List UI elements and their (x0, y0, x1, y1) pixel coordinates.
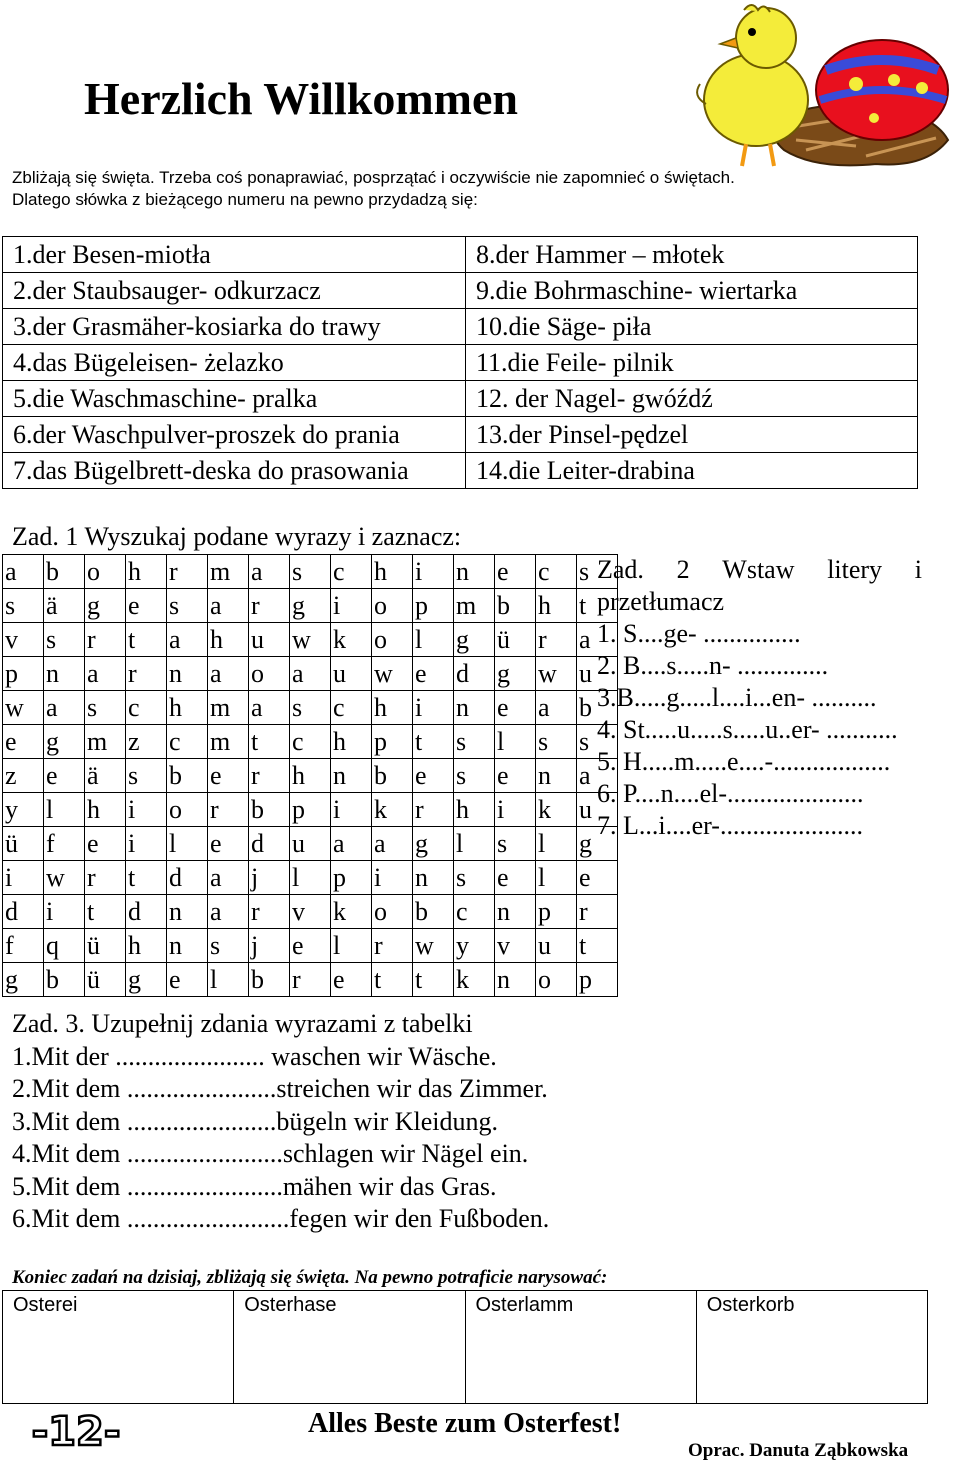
grid-cell[interactable]: h (126, 555, 167, 589)
grid-cell[interactable]: u (249, 623, 290, 657)
grid-cell[interactable]: m (208, 725, 249, 759)
drawing-table (2, 1290, 928, 1404)
grid-cell[interactable]: i (413, 691, 454, 725)
grid-row (3, 725, 618, 759)
drawing-cell[interactable]: Osterkorb (696, 1291, 927, 1404)
grid-cell[interactable]: r (290, 963, 331, 997)
vocabulary-row (3, 237, 918, 273)
grid-cell[interactable]: s (126, 759, 167, 793)
grid-cell[interactable]: r (372, 929, 413, 963)
grid-cell[interactable]: t (249, 725, 290, 759)
grid-cell[interactable]: i (372, 861, 413, 895)
vocabulary-row (3, 417, 918, 453)
grid-cell[interactable]: t (85, 895, 126, 929)
grid-cell[interactable]: a (167, 623, 208, 657)
grid-cell[interactable]: a (331, 827, 372, 861)
vocabulary-cell: 11.die Feile- pilnik (466, 345, 918, 381)
grid-cell[interactable]: s (167, 589, 208, 623)
exercise-2-item: 5. H.....m.....e....-.................. (597, 747, 891, 776)
grid-cell[interactable]: e (290, 929, 331, 963)
grid-cell[interactable]: h (167, 691, 208, 725)
grid-cell[interactable]: j (249, 861, 290, 895)
grid-cell[interactable]: p (290, 793, 331, 827)
exercise-3-item: 6.Mit dem .........................fegen wir den Fußboden. (12, 1204, 550, 1233)
grid-cell[interactable]: p (331, 861, 372, 895)
grid-cell[interactable]: t (413, 963, 454, 997)
grid-cell[interactable]: o (372, 895, 413, 929)
intro-text (12, 167, 735, 211)
grid-cell[interactable]: k (454, 963, 495, 997)
grid-cell[interactable]: n (454, 691, 495, 725)
grid-cell[interactable]: g (577, 827, 618, 861)
grid-cell[interactable]: g (126, 963, 167, 997)
intro-line: Dlatego słówka z bieżącego numeru na pewno przydadzą się: (12, 190, 478, 209)
grid-cell[interactable]: b (249, 793, 290, 827)
grid-cell[interactable]: s (290, 555, 331, 589)
grid-cell[interactable]: r (413, 793, 454, 827)
grid-row (3, 895, 618, 929)
grid-cell[interactable]: p (536, 895, 577, 929)
grid-cell[interactable]: l (536, 861, 577, 895)
grid-cell[interactable]: l (290, 861, 331, 895)
grid-cell[interactable]: e (208, 759, 249, 793)
grid-cell[interactable]: r (126, 657, 167, 691)
grid-cell[interactable]: b (372, 759, 413, 793)
grid-cell[interactable]: h (331, 725, 372, 759)
grid-cell[interactable]: e (413, 759, 454, 793)
grid-cell[interactable]: i (331, 589, 372, 623)
grid-cell[interactable]: i (495, 793, 536, 827)
grid-cell[interactable]: b (249, 963, 290, 997)
grid-cell[interactable]: w (372, 657, 413, 691)
grid-cell[interactable]: b (495, 589, 536, 623)
grid-cell[interactable]: t (372, 963, 413, 997)
grid-cell[interactable]: h (208, 623, 249, 657)
grid-cell[interactable]: n (495, 895, 536, 929)
grid-cell[interactable]: a (44, 691, 85, 725)
grid-cell[interactable]: n (495, 963, 536, 997)
grid-cell[interactable]: a (249, 691, 290, 725)
drawing-cell[interactable]: Osterhase (234, 1291, 465, 1404)
exercise-3-item: 1.Mit der ....................... waschen wir Wäsche. (12, 1041, 497, 1071)
intro-line: Zbliżają się święta. Trzeba coś ponaprawiać, posprzątać i oczywiście nie zapomnieć o świętach. (12, 168, 735, 187)
vocabulary-cell: 6.der Waschpulver-proszek do prania (3, 417, 466, 453)
vocabulary-row (3, 345, 918, 381)
closing-text: Alles Beste zum Osterfest! (308, 1408, 622, 1439)
grid-cell[interactable]: p (577, 963, 618, 997)
word-search-grid (2, 554, 618, 997)
grid-cell[interactable]: ü (3, 827, 44, 861)
grid-cell[interactable]: m (208, 691, 249, 725)
grid-cell[interactable]: k (536, 793, 577, 827)
grid-cell[interactable]: s (536, 725, 577, 759)
grid-cell[interactable]: a (372, 827, 413, 861)
vocabulary-cell: 1.der Besen-miotła (3, 237, 466, 273)
grid-row (3, 793, 618, 827)
grid-row (3, 691, 618, 725)
grid-cell[interactable]: v (290, 895, 331, 929)
grid-cell[interactable]: e (85, 827, 126, 861)
grid-cell[interactable]: g (454, 623, 495, 657)
grid-cell[interactable]: a (290, 657, 331, 691)
exercise-2-item: 7. L...i....er-...................... (597, 811, 863, 840)
grid-row (3, 589, 618, 623)
grid-cell[interactable]: a (536, 691, 577, 725)
page-number (28, 1405, 124, 1457)
grid-cell[interactable]: l (167, 827, 208, 861)
grid-row (3, 657, 618, 691)
grid-cell[interactable]: o (85, 555, 126, 589)
grid-cell[interactable]: w (44, 861, 85, 895)
grid-cell[interactable]: g (495, 657, 536, 691)
grid-cell[interactable]: e (495, 555, 536, 589)
exercise-3-item: 3.Mit dem .......................bügeln wir Kleidung. (12, 1106, 499, 1136)
grid-cell[interactable]: m (454, 589, 495, 623)
grid-cell[interactable]: l (495, 725, 536, 759)
grid-cell[interactable]: ä (44, 589, 85, 623)
grid-cell[interactable]: n (167, 929, 208, 963)
grid-row (3, 861, 618, 895)
grid-cell[interactable]: w (3, 691, 44, 725)
vocabulary-cell: 3.der Grasmäher-kosiarka do trawy (3, 309, 466, 345)
author-credit: Oprac. Danuta Ząbkowska (688, 1440, 909, 1461)
grid-cell[interactable]: a (208, 861, 249, 895)
grid-cell[interactable]: s (454, 759, 495, 793)
grid-cell[interactable]: d (454, 657, 495, 691)
grid-cell[interactable]: e (413, 657, 454, 691)
grid-cell[interactable]: h (372, 691, 413, 725)
grid-cell[interactable]: p (3, 657, 44, 691)
vocabulary-cell: 9.die Bohrmaschine- wiertarka (466, 273, 918, 309)
grid-cell[interactable]: d (249, 827, 290, 861)
grid-cell[interactable]: c (167, 725, 208, 759)
grid-cell[interactable]: c (126, 691, 167, 725)
grid-cell[interactable]: o (372, 589, 413, 623)
grid-cell[interactable]: n (44, 657, 85, 691)
grid-cell[interactable]: u (536, 929, 577, 963)
grid-cell[interactable]: s (577, 555, 618, 589)
exercise-2-item: 2. B....s.....n- .............. (597, 651, 829, 680)
grid-cell[interactable]: k (331, 895, 372, 929)
grid-cell[interactable]: r (536, 623, 577, 657)
grid-cell[interactable]: h (290, 759, 331, 793)
grid-row (3, 555, 618, 589)
grid-cell[interactable]: v (495, 929, 536, 963)
vocabulary-row (3, 381, 918, 417)
grid-cell[interactable]: e (577, 861, 618, 895)
grid-cell[interactable]: d (126, 895, 167, 929)
drawing-cell[interactable]: Osterei (3, 1291, 234, 1404)
grid-cell[interactable]: g (3, 963, 44, 997)
grid-cell[interactable]: n (413, 861, 454, 895)
grid-cell[interactable]: z (126, 725, 167, 759)
grid-cell[interactable]: p (413, 589, 454, 623)
vocabulary-cell: 13.der Pinsel-pędzel (466, 417, 918, 453)
page-number-text: -12- (31, 1409, 121, 1455)
exercise-2-title-word: Wstaw (722, 555, 795, 584)
grid-cell[interactable]: h (454, 793, 495, 827)
grid-cell[interactable]: h (85, 793, 126, 827)
grid-cell[interactable]: a (208, 589, 249, 623)
grid-cell[interactable]: g (290, 589, 331, 623)
grid-row (3, 963, 618, 997)
exercise-2-title (597, 554, 922, 586)
grid-cell[interactable]: p (372, 725, 413, 759)
exercise-2-item: 4. St.....u.....s.....u..er- ........... (597, 715, 898, 744)
vocabulary-cell: 5.die Waschmaschine- pralka (3, 381, 466, 417)
grid-cell[interactable]: r (249, 589, 290, 623)
grid-cell[interactable]: i (126, 793, 167, 827)
exercise-2-title-word: 2 (676, 555, 690, 584)
grid-cell[interactable]: m (208, 555, 249, 589)
grid-row (3, 929, 618, 963)
grid-cell[interactable]: c (290, 725, 331, 759)
grid-cell[interactable]: ä (85, 759, 126, 793)
exercise-2-title-line2: przetłumacz (597, 587, 725, 616)
grid-row (3, 827, 618, 861)
grid-cell[interactable]: a (208, 895, 249, 929)
grid-cell[interactable]: r (249, 895, 290, 929)
grid-cell[interactable]: ü (495, 623, 536, 657)
grid-cell[interactable]: u (290, 827, 331, 861)
grid-cell[interactable]: t (126, 861, 167, 895)
vocabulary-row (3, 273, 918, 309)
grid-cell[interactable]: g (44, 725, 85, 759)
grid-cell[interactable]: d (167, 861, 208, 895)
exercise-3-title: Zad. 3. Uzupełnij zdania wyrazami z tabelki (12, 1009, 473, 1038)
grid-cell[interactable]: n (536, 759, 577, 793)
exercise-3-item: 5.Mit dem ........................mähen wir das Gras. (12, 1171, 497, 1201)
grid-cell[interactable]: i (331, 793, 372, 827)
grid-cell[interactable]: i (126, 827, 167, 861)
grid-cell[interactable]: a (577, 623, 618, 657)
grid-cell[interactable]: r (85, 861, 126, 895)
grid-cell[interactable]: w (536, 657, 577, 691)
grid-row (3, 623, 618, 657)
grid-cell[interactable]: t (126, 623, 167, 657)
grid-cell[interactable]: l (208, 963, 249, 997)
grid-cell[interactable]: ü (85, 929, 126, 963)
vocabulary-cell: 10.die Säge- piła (466, 309, 918, 345)
easter-egg-icon (816, 40, 948, 140)
grid-cell[interactable]: w (290, 623, 331, 657)
grid-cell[interactable]: c (536, 555, 577, 589)
grid-cell[interactable]: i (44, 895, 85, 929)
grid-cell[interactable]: l (413, 623, 454, 657)
grid-cell[interactable]: y (454, 929, 495, 963)
exercise-2-title-word: Zad. (597, 555, 644, 584)
grid-cell[interactable]: i (3, 861, 44, 895)
drawing-cell[interactable]: Osterlamm (465, 1291, 696, 1404)
grid-cell[interactable]: r (208, 793, 249, 827)
grid-cell[interactable]: d (3, 895, 44, 929)
exercise-2-title-word: i (914, 555, 922, 584)
grid-cell[interactable]: o (536, 963, 577, 997)
grid-cell[interactable]: a (208, 657, 249, 691)
grid-cell[interactable]: s (208, 929, 249, 963)
grid-cell[interactable]: s (454, 861, 495, 895)
grid-cell[interactable]: s (3, 589, 44, 623)
grid-cell[interactable]: a (85, 657, 126, 691)
vocabulary-cell: 14.die Leiter-drabina (466, 453, 918, 489)
grid-cell[interactable]: e (495, 691, 536, 725)
grid-cell[interactable]: k (331, 623, 372, 657)
vocabulary-cell: 4.das Bügeleisen- żelazko (3, 345, 466, 381)
grid-cell[interactable]: s (44, 623, 85, 657)
grid-cell[interactable]: i (413, 555, 454, 589)
grid-cell[interactable]: l (44, 793, 85, 827)
grid-cell[interactable]: l (454, 827, 495, 861)
grid-cell[interactable]: e (331, 963, 372, 997)
exercise-2 (597, 554, 922, 842)
grid-cell[interactable]: e (126, 589, 167, 623)
grid-cell[interactable]: e (3, 725, 44, 759)
vocabulary-cell: 7.das Bügelbrett-deska do prasowania (3, 453, 466, 489)
grid-cell[interactable]: u (577, 793, 618, 827)
grid-cell[interactable]: c (454, 895, 495, 929)
grid-cell[interactable]: e (495, 759, 536, 793)
grid-cell[interactable]: r (249, 759, 290, 793)
grid-cell[interactable]: o (167, 793, 208, 827)
grid-cell[interactable]: q (44, 929, 85, 963)
grid-cell[interactable]: k (372, 793, 413, 827)
grid-cell[interactable]: e (495, 861, 536, 895)
ending-text: Koniec zadań na dzisiaj, zbliżają się święta. Na pewno potraficie narysować: (12, 1267, 608, 1288)
vocabulary-cell: 8.der Hammer – młotek (466, 237, 918, 273)
grid-cell[interactable]: b (413, 895, 454, 929)
grid-cell[interactable]: u (577, 657, 618, 691)
grid-cell[interactable]: e (167, 963, 208, 997)
grid-cell[interactable]: m (85, 725, 126, 759)
grid-cell[interactable]: r (577, 895, 618, 929)
grid-cell[interactable]: t (413, 725, 454, 759)
grid-cell[interactable]: a (3, 555, 44, 589)
exercise-3-item: 2.Mit dem .......................streichen wir das Zimmer. (12, 1074, 548, 1103)
vocabulary-table (2, 236, 918, 489)
grid-cell[interactable]: f (44, 827, 85, 861)
page-title: Herzlich Willkommen (84, 73, 518, 124)
grid-row (3, 759, 618, 793)
grid-cell[interactable]: a (577, 759, 618, 793)
grid-cell[interactable]: n (454, 555, 495, 589)
grid-cell[interactable]: e (44, 759, 85, 793)
grid-cell[interactable]: c (331, 691, 372, 725)
grid-cell[interactable]: b (44, 963, 85, 997)
grid-cell[interactable]: l (536, 827, 577, 861)
grid-cell[interactable]: o (249, 657, 290, 691)
grid-cell[interactable]: b (167, 759, 208, 793)
grid-cell[interactable]: g (85, 589, 126, 623)
exercise-2-item: 3.B.....g.....l....i...en- .......... (597, 683, 877, 712)
grid-cell[interactable]: t (577, 929, 618, 963)
grid-cell[interactable]: s (454, 725, 495, 759)
grid-cell[interactable]: h (536, 589, 577, 623)
grid-cell[interactable]: a (249, 555, 290, 589)
grid-cell[interactable]: s (85, 691, 126, 725)
grid-cell[interactable]: g (413, 827, 454, 861)
grid-cell[interactable]: u (331, 657, 372, 691)
grid-cell[interactable]: w (413, 929, 454, 963)
grid-cell[interactable]: f (3, 929, 44, 963)
grid-cell[interactable]: b (577, 691, 618, 725)
grid-cell[interactable]: n (167, 657, 208, 691)
vocabulary-row (3, 453, 918, 489)
grid-cell[interactable]: h (372, 555, 413, 589)
grid-cell[interactable]: s (495, 827, 536, 861)
grid-cell[interactable]: o (372, 623, 413, 657)
exercise-2-item: 1. S....ge- ............... (597, 619, 801, 648)
grid-cell[interactable]: ü (85, 963, 126, 997)
grid-cell[interactable]: y (3, 793, 44, 827)
grid-cell[interactable]: h (126, 929, 167, 963)
vocabulary-cell: 12. der Nagel- gwóźdź (466, 381, 918, 417)
grid-cell[interactable]: n (331, 759, 372, 793)
grid-cell[interactable]: n (167, 895, 208, 929)
grid-cell[interactable]: t (577, 589, 618, 623)
exercise-2-title-word: litery (827, 555, 883, 584)
grid-cell[interactable]: z (3, 759, 44, 793)
grid-cell[interactable]: r (85, 623, 126, 657)
exercise-2-item: 6. P....n....el-..................... (597, 779, 864, 808)
vocabulary-cell: 2.der Staubsauger- odkurzacz (3, 273, 466, 309)
vocabulary-row (3, 309, 918, 345)
exercise-1-title: Zad. 1 Wyszukaj podane wyrazy i zaznacz: (12, 522, 462, 551)
easter-chick-egg-illustration (686, 0, 960, 182)
exercise-3-item: 4.Mit dem ........................schlagen wir Nägel ein. (12, 1139, 529, 1168)
grid-cell[interactable]: s (577, 725, 618, 759)
grid-cell[interactable]: r (167, 555, 208, 589)
exercise-3 (12, 1008, 549, 1236)
grid-cell[interactable]: j (249, 929, 290, 963)
grid-cell[interactable]: s (290, 691, 331, 725)
grid-cell[interactable]: b (44, 555, 85, 589)
grid-cell[interactable]: c (331, 555, 372, 589)
grid-cell[interactable]: l (331, 929, 372, 963)
grid-cell[interactable]: v (3, 623, 44, 657)
grid-cell[interactable]: e (208, 827, 249, 861)
